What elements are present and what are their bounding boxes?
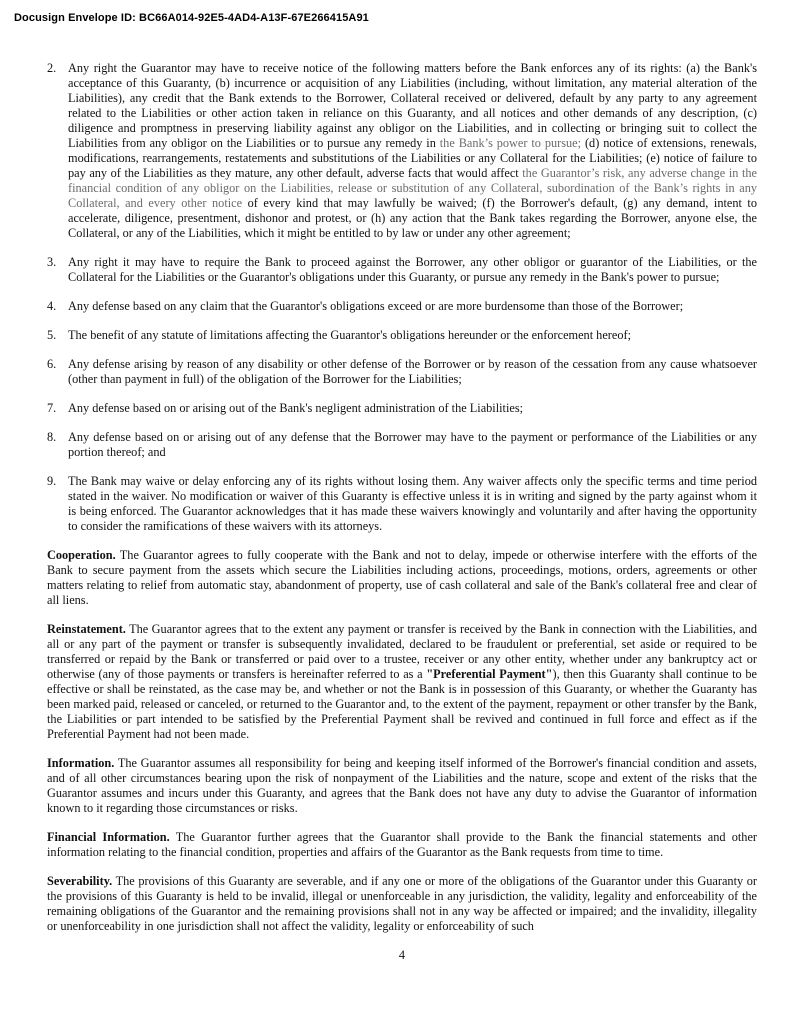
text-segment-muted: the Guarantor’s risk, any adverse change in the financial condition of any obligor on the Liabilities, release or substitution of any Collateral, subordination of the Bank’s rights in any Collateral, and every other notice	[68, 166, 757, 210]
paragraph-financial-information	[47, 830, 757, 860]
block-text	[68, 474, 757, 534]
paragraph-lead: Cooperation.	[47, 548, 116, 562]
text-segment: ), then this Guaranty shall continue to be effective or shall be reinstated, as the case may be, and whether or not the Bank is in possession of this Guaranty, or whether the Guaranty has been marked paid, released or canceled, or returned to the Guarantor and, to the extent of the payment, repayment or other transfer by the Bank, the Liabilities or part intended to be satisfied by the Preferential Payment shall be revived and continued in full force and effect as if the Preferential Payment had not been made.	[47, 667, 757, 741]
paragraph-severability	[47, 874, 757, 934]
text-segment: Any right it may have to require the Bank to proceed against the Borrower, any other obligor or guarantor of the Liabilities, or the Collateral for the Liabilities or the Guarantor's obligations under this Guaranty, or pursue any remedy in the Bank's power to pursue;	[68, 255, 757, 284]
document-blocks	[47, 61, 757, 934]
text-segment: The Guarantor assumes all responsibility for being and keeping itself informed of the Borrower's financial condition and assets, and of all other circumstances bearing upon the risk of nonpayment of the Liabilities and the nature, scope and extent of the risks that the Guarantor assumes and incurs under this Guaranty, and agrees that the Bank does not have any duty to advise the Guarantor of information known to it regarding those circumstances or risks.	[47, 756, 757, 815]
list-item-number: 8.	[47, 430, 57, 444]
text-segment-bold: "Preferential Payment"	[426, 667, 553, 681]
block-text	[47, 622, 757, 742]
list-item-number: 6.	[47, 357, 57, 371]
text-segment: The benefit of any statute of limitations affecting the Guarantor's obligations hereunder or the enforcement hereof;	[68, 328, 632, 342]
page-number: 4	[398, 948, 406, 962]
text-segment-muted: the Bank’s power to pursue;	[439, 136, 582, 150]
block-text	[68, 299, 757, 314]
docusign-envelope-id: Docusign Envelope ID: BC66A014-92E5-4AD4-A13F-67E266415A91	[14, 12, 369, 24]
text-segment: Any defense arising by reason of any disability or other defense of the Borrower or by reason of the cessation from any cause whatsoever (other than payment in full) of the obligation of the Borrower for the Liabilities;	[68, 357, 757, 386]
block-text	[47, 548, 757, 608]
block-text	[68, 430, 757, 460]
text-segment: of every kind that may lawfully be waived; (f) the Borrower's default, (g) any demand, intent to accelerate, diligence, presentment, dishonor and protest, or (h) any action that the Bank takes regarding the Borrower, anyone else, the Collateral, or any of the Liabilities, which it might be entitled to by law or under any other agreement;	[68, 196, 758, 240]
list-item-8	[47, 430, 757, 460]
text-segment: The Guarantor agrees to fully cooperate with the Bank and not to delay, impede or otherwise interfere with the efforts of the Bank to secure payment from the assets which secure the Liabilities including actions, proceedings, motions, orders, agreements or other matters relating to relief from automatic stay, abandonment of property, use of cash collateral and sale of the Bank's collateral free and clear of all liens.	[47, 548, 757, 607]
text-segment: Any defense based on any claim that the Guarantor's obligations exceed or are more burdensome than those of the Borrower;	[68, 299, 684, 313]
list-item-number: 9.	[47, 474, 57, 488]
paragraph-cooperation	[47, 548, 757, 608]
document-body	[47, 61, 757, 963]
text-segment: Any right the Guarantor may have to receive notice of the following matters before the Bank enforces any of its rights: (a) the Bank's acceptance of this Guaranty, (b) incurrence or acquisition of any Liabilities (including, without limitation, any material alteration of the Liabilities), any credit that the Bank extends to the Borrower, Collateral received or delivered, default by any party to any agreement related to the Liabilities or other action taken in reliance on this Guaranty, and all notices and other demands of any description, (c) diligence and promptness in preserving liability against any obligor on the Liabilities, and in collecting or bringing suit to collect the Liabilities from any obligor on the Liabilities or to pursue any remedy in	[68, 61, 757, 150]
text-segment: The Guarantor agrees that to the extent any payment or transfer is received by the Bank in connection with the Liabilities, and all or any part of the payment or transfer is subsequently invalidated, declared to be fraudulent or preferential, set aside or required to be transferred or repaid by the Bank or transferred or paid over to a trustee, receiver or any other entity, whether under any bankruptcy act or otherwise (any of those payments or transfers is hereinafter referred to as a	[47, 622, 757, 681]
list-item-number: 2.	[47, 61, 57, 75]
text-segment: Any defense based on or arising out of the Bank's negligent administration of the Liabilities;	[68, 401, 524, 415]
block-text	[68, 255, 757, 285]
list-item-number: 4.	[47, 299, 57, 313]
list-item-9	[47, 474, 757, 534]
block-text	[68, 357, 757, 387]
paragraph-lead: Information.	[47, 756, 115, 770]
list-item-5	[47, 328, 757, 343]
list-item-number: 7.	[47, 401, 57, 415]
paragraph-reinstatement	[47, 622, 757, 742]
paragraph-lead: Reinstatement.	[47, 622, 126, 636]
list-item-3	[47, 255, 757, 285]
list-item-2	[47, 61, 757, 241]
paragraph-information	[47, 756, 757, 816]
paragraph-lead: Severability.	[47, 874, 113, 888]
list-item-4	[47, 299, 757, 314]
text-segment: (d) notice of extensions, renewals, modifications, rearrangements, restatements and substitutions of the Liabilities or any Collateral for the Liabilities; (e) notice of failure to pay any of the Liabilities as they mature, any other default, adverse facts that would affect	[68, 136, 757, 180]
list-item-number: 3.	[47, 255, 57, 269]
text-segment: The Bank may waive or delay enforcing any of its rights without losing them. Any waiver affects only the specific terms and time period stated in the waiver. No modification or waiver of this Guaranty is effective unless it is in writing and signed by the party against whom it is being enforced. The Guarantor acknowledges that it has made these waivers knowingly and voluntarily and after having the opportunity to consider the ramifications of these waivers with its attorneys.	[68, 474, 757, 533]
block-text	[68, 328, 757, 343]
list-item-6	[47, 357, 757, 387]
text-segment: Any defense based on or arising out of any defense that the Borrower may have to the payment or performance of the Liabilities or any portion thereof; and	[68, 430, 757, 459]
text-segment: The provisions of this Guaranty are severable, and if any one or more of the obligations of the Guarantor under this Guaranty or the provisions of this Guaranty is held to be invalid, illegal or unenforceable in any jurisdiction, the validity, legality and enforceability of the remaining obligations of the Guarantor and the remaining provisions shall not in any way be affected or impaired; and the invalidity, illegality or unenforceability in one jurisdiction shall not affect the validity, legality or enforceability of such	[47, 874, 757, 933]
block-text	[47, 874, 757, 934]
list-item-7	[47, 401, 757, 416]
block-text	[47, 756, 757, 816]
paragraph-lead: Financial Information.	[47, 830, 170, 844]
block-text	[68, 61, 757, 241]
block-text	[68, 401, 757, 416]
block-text	[47, 830, 757, 860]
text-segment: The Guarantor further agrees that the Guarantor shall provide to the Bank the financial statements and other information relating to the financial condition, properties and affairs of the Guarantor as the Bank requests from time to time.	[47, 830, 757, 859]
list-item-number: 5.	[47, 328, 57, 342]
